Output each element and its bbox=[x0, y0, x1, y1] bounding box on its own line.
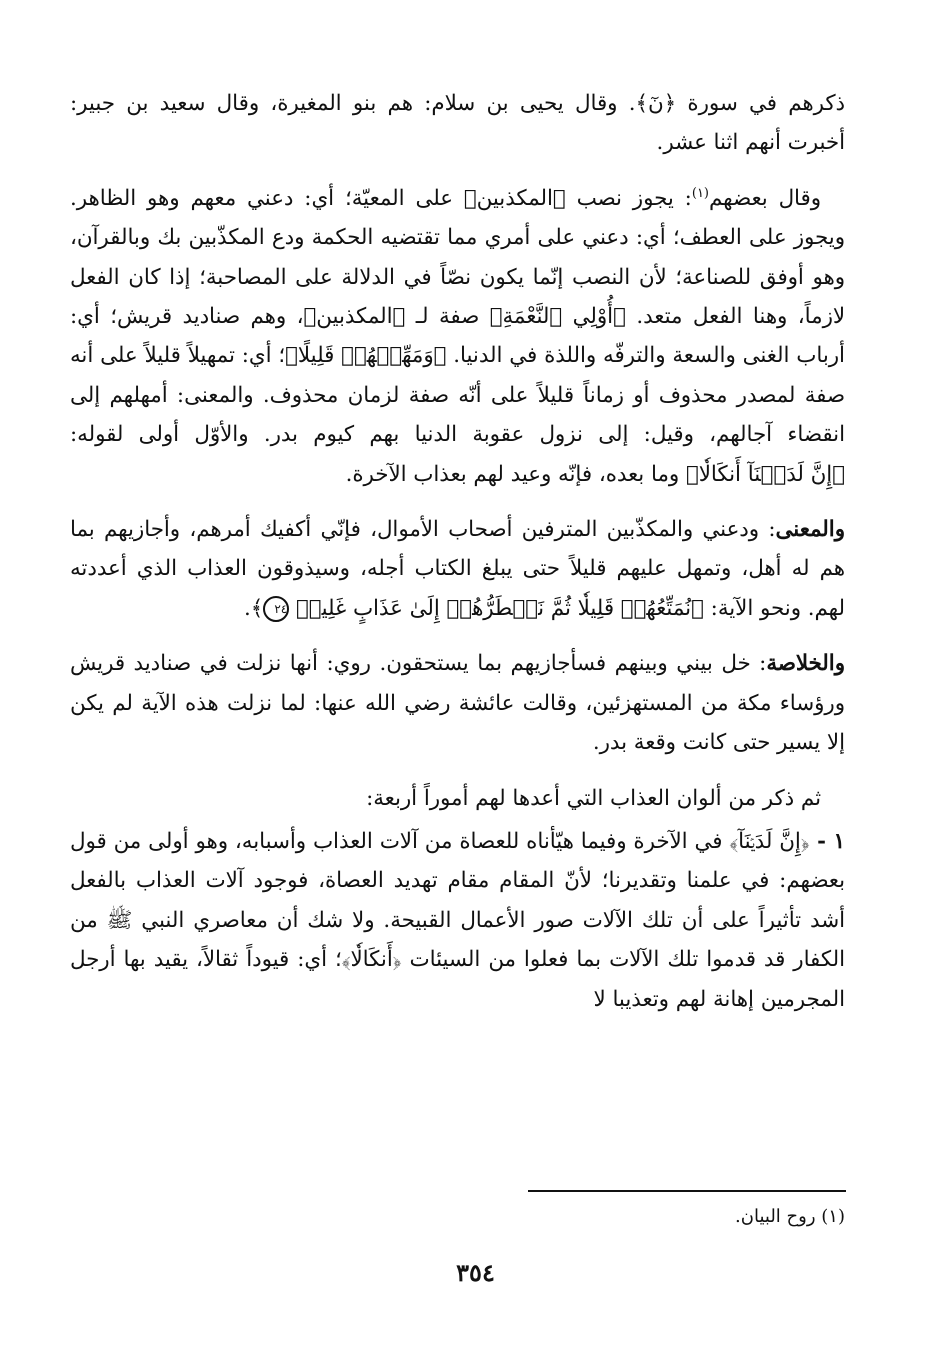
lead-word: والمعنى bbox=[775, 517, 845, 543]
paragraph-5 bbox=[70, 779, 845, 818]
paragraph-2 bbox=[70, 179, 845, 494]
paragraph-4 bbox=[70, 644, 845, 762]
text: وما بعده، فإنّه وعيد لهم بعذاب الآخرة. bbox=[345, 461, 686, 487]
quran-quote: ﴿وَمَهِّلۡهُمۡ قَلِيلًا﴾ bbox=[285, 343, 447, 369]
quran-quote: ﴿إِنَّ لَدَيۡنَآ أَنكَالٗا﴾ bbox=[685, 461, 845, 487]
text: ذكرهم في سورة bbox=[676, 91, 845, 116]
text: ؛ أي: تمهيلاً قليلاً على أنه صفة لمصدر محذوف أو زماناً قليلاً على أنّه صفة لزمان محذوف. والمعنى: أمهلهم إلى انقضاء آجالهم، وقيل: إلى نزول عقوبة الدنيا بهم كيوم بدر. والأوّل أولى لقوله: bbox=[70, 343, 846, 448]
footnote-number: (١) bbox=[821, 1206, 845, 1227]
quran-quote: ﴿نٓ﴾ bbox=[635, 91, 677, 116]
text: ، وهم صناديد قريش؛ أي: أرباب الغنى والسعة والترفّه واللذة في الدنيا. bbox=[70, 304, 845, 369]
quran-quote: ﴿المكذبين﴾ bbox=[463, 185, 566, 211]
footnote-reference[interactable]: (١) bbox=[691, 185, 709, 201]
footnote-text: روح البيان. bbox=[735, 1206, 816, 1227]
text: : خل بيني وبينهم فسأجازيهم بما يستحقون. روي: أنها نزلت في صناديد قريش ورؤساء مكة من المستهزئين، وقالت عائشة رضي الله عنها: لما نزلت هذه الآية لم يكن إلا يسير حتى كانت وقعة بدر. bbox=[70, 651, 845, 756]
footnote bbox=[735, 1206, 845, 1227]
text: . وقال يحيى بن سلام: هم بنو المغيرة، وقال سعيد بن جبير: أخبرت أنهم اثنا عشر. bbox=[70, 91, 845, 156]
text: ثم ذكر من ألوان العذاب التي أعدها لهم أموراً أربعة: bbox=[366, 785, 821, 811]
paragraph-3 bbox=[70, 510, 845, 628]
list-number: ١ - bbox=[809, 828, 845, 854]
quran-quote: ﴿أَنكَالٗا﴾ bbox=[341, 947, 402, 973]
page-number: ٣٥٤ bbox=[456, 1258, 495, 1287]
quran-quote: ﴿المكذبين﴾ bbox=[303, 304, 406, 330]
footnote-divider bbox=[528, 1190, 846, 1192]
page-body bbox=[70, 84, 845, 1035]
quran-close: ﴾ bbox=[250, 595, 264, 621]
text: صفة لـ bbox=[405, 304, 490, 330]
text: على المعيّة؛ أي: دعني معهم وهو الظاهر. ويجوز على العطف؛ أي: دعني على أمري مما تقتضيه الحكمة ودع المكذّبين بك وبالقرآن، وهو أوفق للصناعة؛ لأن النصب إنّما يكون نصّاً في الدلالة على المصاحبة؛ إذا كان الفعل لازماً، وهنا الفعل متعد. bbox=[70, 185, 845, 330]
text: وقال بعضهم bbox=[709, 185, 821, 211]
paragraph-1 bbox=[70, 84, 845, 163]
ayah-number-icon: ٢٤ bbox=[263, 596, 289, 622]
text: في الآخرة وفيما هيّأناه للعصاة من آلات العذاب وأسبابه، وهو أولى من قول بعضهم: في علمنا وتقديرنا؛ لأنّ المقام مقام تهديد العصاة، فوجود آلات العذاب بالفعل أشد تأثيراً على أن تلك الآلات صور الأعمال القبيحة. ولا شك أن معاصري النبي ﷺ من الكفار قد قدموا تلك الآلات بما فعلوا من السيئات bbox=[70, 828, 846, 973]
quran-quote: ﴿نُمَتِّعُهُمۡ قَلِيلٗا ثُمَّ نَضۡطَرُّهُمۡ إِلَىٰ عَذَابٍ غَلِيظٖ bbox=[296, 595, 704, 621]
paragraph-6 bbox=[70, 822, 845, 1019]
text: : ودعني والمكذّبين المترفين أصحاب الأموال، فإنّي أكفيك أمرهم، وأجازيهم بما هم له أهل، وتمهل عليهم قليلاً حتى يبلغ الكتاب أجله، وسيذوقون العذاب الذي أعددته لهم. ونحو الآية: bbox=[70, 517, 845, 621]
text: ؛ أي: قيوداً ثقالاً، يقيد بها أرجل المجرمين إهانة لهم وتعذيبا لا bbox=[70, 947, 845, 1012]
text: . bbox=[243, 595, 251, 621]
quran-quote: ﴿إِنَّ لَدَيۡنَآ﴾ bbox=[729, 828, 810, 854]
lead-word: والخلاصة bbox=[766, 651, 845, 677]
text: : يجوز نصب bbox=[565, 185, 692, 211]
quran-quote: ﴿أُوْلِي ٱلنَّعْمَةِ﴾ bbox=[489, 304, 626, 330]
